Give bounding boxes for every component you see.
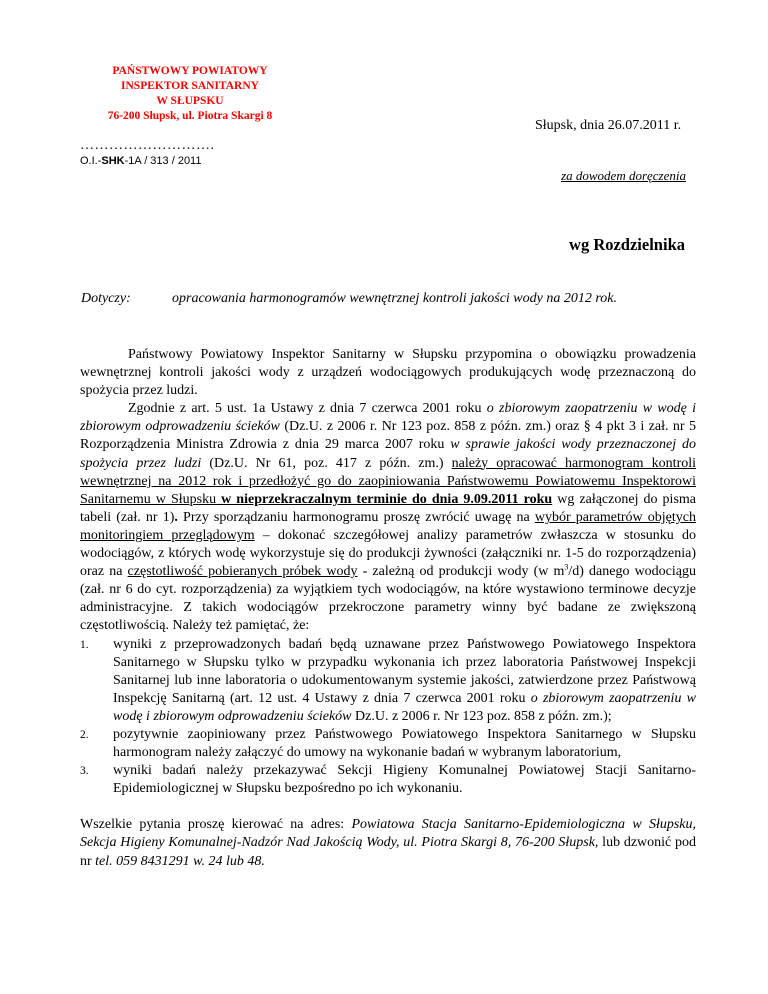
list-text-2: pozytywnie zaopiniowany przez Państwowego Powiatowego Inspektora Sanitarnego w Słupsku harmonogram należy załączyć do umowy na wykonanie badań w wybranym laboratorium, <box>113 726 696 761</box>
closing-text-a: Wszelkie pytania proszę kierować na adres: <box>80 817 352 833</box>
ref-code: SHK <box>101 155 125 167</box>
reference-number <box>80 155 201 167</box>
addressee: wg Rozdzielnika <box>569 235 685 254</box>
list-1-act-title: o zbiorowym zaopatrzeniu w wodę i zbiorowym odprowadzeniu ścieków <box>113 690 696 724</box>
letterhead-line-1: PAŃSTWOWY POWIATOWY <box>112 65 268 77</box>
p2-text-h: wg załączonej do pisma tabeli (zał. nr 1) <box>80 491 696 525</box>
subject-label: Dotyczy: <box>81 291 131 306</box>
p2-text-a: Zgodnie z art. 5 ust. 1a Ustawy z dnia 7 czerwca 2001 roku <box>128 401 487 417</box>
list-text-3: wyniki badań należy przekazywać Sekcji Higieny Komunalnej Powiatowej Stacji Sanitarno-Epidemiologicznej w Słupsku bezpośredno po ich wykonaniu. <box>113 763 696 797</box>
p2-text-j: Przy sporządzaniu harmonogramu proszę zwrócić uwagę na <box>177 509 535 525</box>
p2-requirement: należy opracować harmonogram kontroli wewnętrznej na 2012 rok i przedłożyć go do zaopiniowania Państwowemu Powiatowemu Inspektorowi Sanitarnemu w Słupsku <box>80 455 697 507</box>
closing-phone: tel. 059 8431291 w. 24 lub 48. <box>95 853 265 869</box>
p2-regulation-title: w sprawie jakości wody przeznaczonej do spożycia przez ludzi <box>80 437 696 471</box>
p2-text-o: /d) danego wodociągu (zał. nr 6 do cyt. rozporządzenia) za wyjątkiem tych wodociągów, na które wystawiono terminowe decyzje administracyjne. Z takich wodociągów przekroczone parametry winny być badane ze zwiększoną częstotliwością. Należy też pamiętać, że: <box>80 564 696 634</box>
p2-text-n: - zależną od produkcji wody (w m <box>357 564 565 580</box>
letter-body <box>80 346 696 871</box>
ref-suffix: -1A / 313 / 2011 <box>124 155 202 167</box>
letterhead <box>70 64 310 124</box>
ref-prefix: O.I.- <box>80 155 102 167</box>
letterhead-address: 76-200 Słupsk, ul. Piotra Skargi 8 <box>107 110 273 122</box>
list-1-text-a: wyniki z przeprowadzonych badań będą uznawane przez Państwowego Powiatowego Inspektora Sanitarnego w Słupsku tylko w przypadku wykonania ich przez laboratoria Państwowej Inspekcji Sanitarnej lub inne laboratoria o udokumentowanym systemie jakości, zatwierdzone przez Państwową Inspekcję Sanitarną (art. 12 ust. 4 Ustawy z dnia 7 czerwca 2001 roku <box>113 636 696 706</box>
list-number-3: 3. <box>80 765 89 778</box>
p2-text-e: (Dz.U. Nr 61, poz. 417 z późn. zm.) <box>201 455 452 471</box>
p2-text-l: – dokonać szczegółowej analizy parametrów zwłaszcza w stosunku do wodociągów, z których wodę wykorzystuje się do produkcji żywności (załączniki nr. 1-5 do rozporządzenia) oraz na <box>80 527 696 580</box>
list-1-text-c: Dz.U. z 2006 r. Nr 123 poz. 858 z późn. zm.); <box>351 708 612 724</box>
p2-period: . <box>174 509 178 525</box>
delivery-note: za dowodem doręczenia <box>561 168 686 183</box>
list-number-2: 2. <box>80 728 89 741</box>
place-date: Słupsk, dnia 26.07.2011 r. <box>535 118 682 133</box>
letterhead-line-3: W SŁUPSKU <box>156 95 224 107</box>
closing-paragraph <box>80 816 696 870</box>
list-item-2 <box>80 726 696 762</box>
dotted-line: ………………………. <box>80 138 215 153</box>
closing-address: Powiatowa Stacja Sanitarno-Epidemiologiczna w Słupsku, Sekcja Higieny Komunalnej-Nadzór Nad Jakością Wody, ul. Piotra Skargi 8, 76-200 Słupsk, <box>80 817 696 851</box>
closing-text-c: lub dzwonić pod nr <box>80 835 696 869</box>
p2-deadline: w nieprzekraczalnym terminie do dnia 9.09.2011 roku <box>216 491 553 507</box>
p2-superscript: 3 <box>564 562 569 572</box>
paragraph-2 <box>80 400 696 635</box>
list-item-1 <box>80 636 696 726</box>
list-text-1 <box>113 636 696 726</box>
subject-text: opracowania harmonogramów wewnętrznej kontroli jakości wody na 2012 rok. <box>172 291 617 306</box>
letterhead-line-2: INSPEKTOR SANITARNY <box>121 80 259 92</box>
paragraph-1: Państwowy Powiatowy Inspektor Sanitarny w Słupsku przypomina o obowiązku prowadzenia wewnętrznej kontroli jakości wody z urządzeń wodociągowych produkujących wodę przeznaczoną do spożycia przez ludzi. <box>80 347 696 399</box>
p2-act-title: o zbiorowym zaopatrzeniu w wodę i zbiorowym odprowadzeniu ścieków <box>80 401 697 435</box>
p2-frequency: częstotliwość pobieranych próbek wody <box>127 564 358 580</box>
p2-parameters: wybór parametrów objętych monitoringiem przeglądowym <box>80 509 696 543</box>
p2-text-c: (Dz.U. z 2006 r. Nr 123 poz. 858 z późn. zm.) oraz § 4 pkt 3 i zał. nr 5 Rozporządzenia Ministra Zdrowia z dnia 29 marca 2007 roku <box>80 419 696 453</box>
list-item-3 <box>80 762 696 798</box>
list-number-1: 1. <box>80 638 89 651</box>
